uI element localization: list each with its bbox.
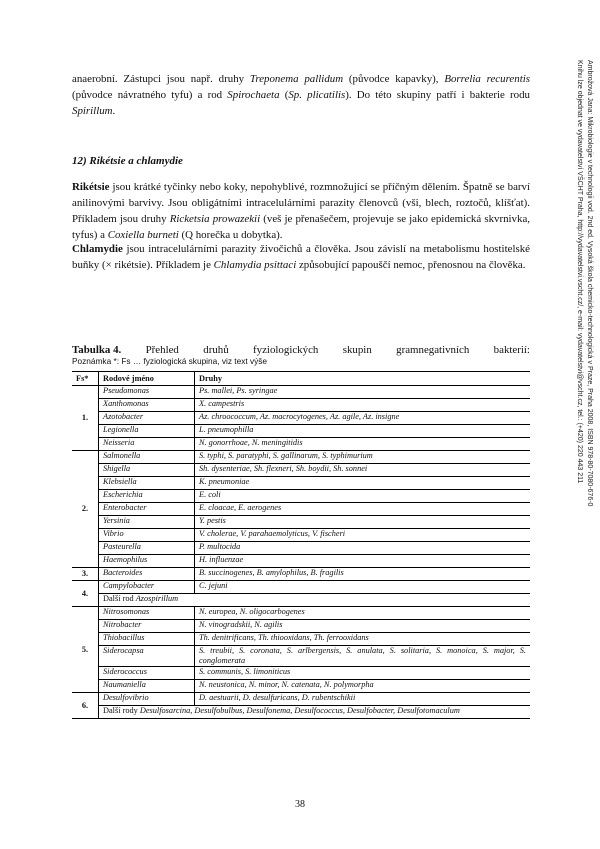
table-note: Poznámka *: Fs … fyziologická skupina, viz text výše: [72, 356, 268, 366]
species-cell: S. communis, S. limoniticus: [195, 667, 531, 680]
species-cell: S. typhi, S. paratyphi, S. gallinarum, S. typhimurium: [195, 451, 531, 464]
species-cell: Y. pestis: [195, 516, 531, 529]
table-header-row: [72, 372, 530, 386]
table-row: [72, 693, 530, 706]
table-row: [72, 451, 530, 464]
genus-cell: Desulfovibrio: [99, 693, 195, 706]
table-row: [72, 516, 530, 529]
genus-cell: Campylobacter: [99, 581, 195, 594]
table-row: [72, 477, 530, 490]
species-cell: N. neustonica, N. minor, N. catenata, N. polymorpha: [195, 680, 531, 693]
table-row: [72, 620, 530, 633]
table-row: [72, 490, 530, 503]
species-cell: P. multocida: [195, 542, 531, 555]
species-cell: E. coli: [195, 490, 531, 503]
table-caption: Tabulka 4. Přehled druhů fyziologických skupin gramnegativních bakterií:: [72, 344, 530, 356]
table-row: [72, 542, 530, 555]
genus-cell: Yersinia: [99, 516, 195, 529]
genus-cell: Nitrobacter: [99, 620, 195, 633]
genus-cell: Enterobacter: [99, 503, 195, 516]
table-row: [72, 646, 530, 667]
group-label: 3.: [72, 568, 99, 581]
table-row: [72, 464, 530, 477]
species-cell: B. succinogenes, B. amylophilus, B. fragilis: [195, 568, 531, 581]
genus-cell: Shigella: [99, 464, 195, 477]
group-label: 6.: [72, 693, 99, 719]
table-row: [72, 503, 530, 516]
genus-cell: Klebsiella: [99, 477, 195, 490]
header-species: Druhy: [195, 372, 531, 386]
species-cell: E. cloacae, E. aerogenes: [195, 503, 531, 516]
table-label: Tabulka 4.: [72, 344, 122, 356]
species-cell: X. campestris: [195, 399, 531, 412]
genus-cell: Haemophilus: [99, 555, 195, 568]
other-genera-cell: Další rody Desulfosarcina, Desulfobulbus, Desulfonema, Desulfococcus, Desulfobacter, Desulfotomaculum: [99, 706, 531, 719]
genus-cell: Naumaniella: [99, 680, 195, 693]
other-genera-cell: Další rod Azospirillum: [99, 594, 531, 607]
table-row: [72, 581, 530, 594]
table-row: [72, 568, 530, 581]
header-fs: Fs*: [72, 372, 99, 386]
species-cell: Az. chroococcum, Az. macrocytogenes, Az. agile, Az. insigne: [195, 412, 531, 425]
genus-cell: Pasteurella: [99, 542, 195, 555]
species-cell: H. influenzae: [195, 555, 531, 568]
species-cell: N. gonorrhoae, N. meningitidis: [195, 438, 531, 451]
table-row: [72, 386, 530, 399]
genus-cell: Neisseria: [99, 438, 195, 451]
table-row: [72, 680, 530, 693]
species-cell: Sh. dysenteriae, Sh. flexneri, Sh. boydii, Sh. sonnei: [195, 464, 531, 477]
intro-paragraph: anaerobní. Zástupci jsou např. druhy Treponema pallidum (původce kapavky), Borrelia recurentis (původce návratného tyfu) a rod Spirochaeta (Sp. plicatilis). Do této skupiny patří i bakterie rodu Spirillum.: [72, 73, 530, 117]
group-label: 1.: [72, 386, 99, 451]
section-heading: 12) Rikétsie a chlamydie: [72, 155, 183, 167]
genus-cell: Vibrio: [99, 529, 195, 542]
table-row: [72, 555, 530, 568]
table-row: [72, 667, 530, 680]
genus-cell: Legionella: [99, 425, 195, 438]
table-row: [72, 425, 530, 438]
bacteria-table: [72, 371, 530, 719]
species-cell: Th. denitrificans, Th. thiooxidans, Th. ferrooxidans: [195, 633, 531, 646]
genus-cell: Siderococcus: [99, 667, 195, 680]
genus-cell: Salmonella: [99, 451, 195, 464]
genus-cell: Bacteroides: [99, 568, 195, 581]
table-row: [72, 607, 530, 620]
citation-line: Ambrožová Jana: Mikrobiologie v technologii vod. 2nd ed. Vysoká škola chemicko-technologická v Praze, Praha 2008, ISBN 978-80-7080-676-0: [586, 60, 593, 507]
header-genus: Rodové jméno: [99, 372, 195, 386]
genus-cell: Siderocapsa: [99, 646, 195, 667]
genus-cell: Pseudomonas: [99, 386, 195, 399]
table-row: [72, 633, 530, 646]
genus-cell: Escherichia: [99, 490, 195, 503]
table-row: [72, 399, 530, 412]
species-cell: S. treubii, S. coronata, S. arlbergensis, S. anulata, S. solitaria, S. monoica, S. major, S. conglomerata: [195, 646, 531, 667]
species-cell: D. aestuarii, D. desulfuricans, D. rubentschikii: [195, 693, 531, 706]
species-cell: Ps. mallei, Ps. syringae: [195, 386, 531, 399]
genus-cell: Azotobacter: [99, 412, 195, 425]
species-cell: N. europea, N. oligocarbogenes: [195, 607, 531, 620]
genus-cell: Nitrosomonas: [99, 607, 195, 620]
chlamydia-paragraph: Chlamydie jsou intracelulárními parazity živočichů a člověka. Jsou závislí na metabolismu hostitelské buňky (× rikétsie). Příkladem je Chlamydia psittaci způsobující papouščí nemoc, přenosnou na člověka.: [72, 243, 530, 271]
genus-cell: Thiobacillus: [99, 633, 195, 646]
page-number: 38: [295, 799, 305, 810]
table-row: [72, 438, 530, 451]
order-info-line: Knihu lze objednat ve vydavatelství VŠCHT Praha, http://vydavatelstvi.vscht.cz/, e-mail: vydavatelstvi@vscht.cz, tel.: (+420) 220 443 211: [576, 60, 584, 484]
table-row: [72, 706, 530, 719]
species-cell: C. jejuni: [195, 581, 531, 594]
group-label: 2.: [72, 451, 99, 568]
rickettsia-paragraph: Rikétsie jsou krátké tyčinky nebo koky, nepohyblivé, rozmnožující se příčným dělením. Špatně se barví anilinovými barvivy. Jsou obligátními intracelulárními parazity členovců (vši, blech, roztočů, klíšťat). Příkladem jsou druhy Ricketsia prowazekii (veš je přenašečem, projevuje se jako epidemická skvrnivka, tyfus) a Coxiella burneti (Q horečka u dobytka).: [72, 181, 531, 241]
species-cell: L. pneumophilla: [195, 425, 531, 438]
table-row: [72, 529, 530, 542]
species-cell: K. pneumoniae: [195, 477, 531, 490]
side-citation: [575, 60, 594, 600]
species-cell: V. cholerae, V. parahaemolyticus, V. fischeri: [195, 529, 531, 542]
table-row: [72, 594, 530, 607]
genus-cell: Xanthomonas: [99, 399, 195, 412]
species-cell: N. vinogradskii, N. agilis: [195, 620, 531, 633]
group-label: 4.: [72, 581, 99, 607]
group-label: 5.: [72, 607, 99, 693]
table-row: [72, 412, 530, 425]
